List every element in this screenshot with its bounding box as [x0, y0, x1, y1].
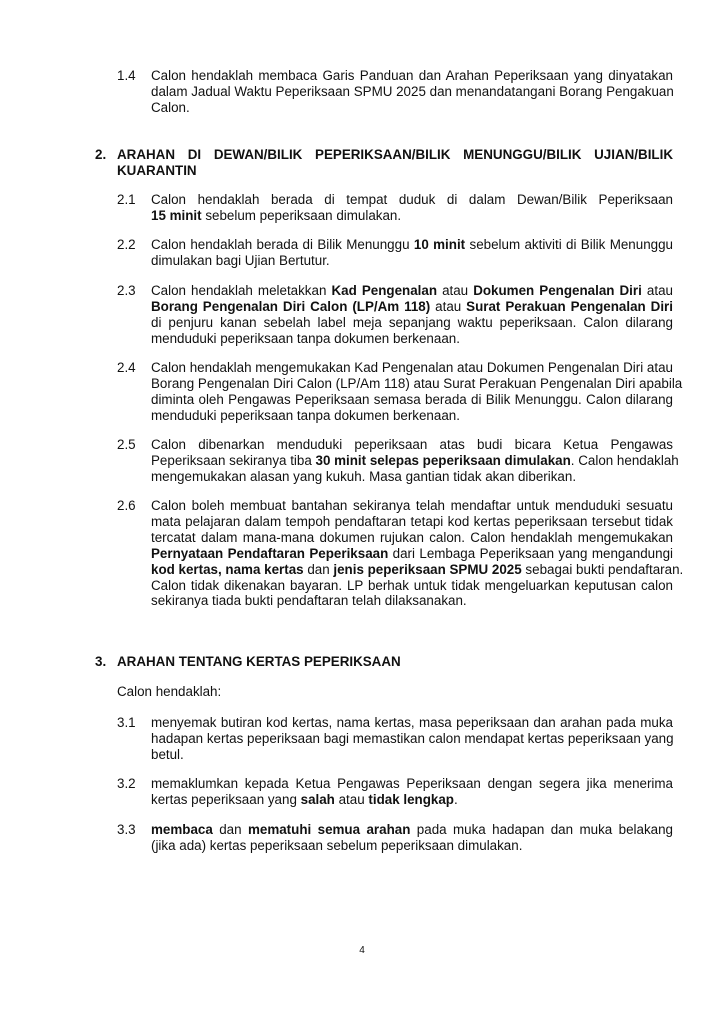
text-line: hadapan kertas peperiksaan bagi memastikan calon mendapat kertas peperiksaan yang [151, 730, 674, 746]
title-line: ARAHAN TENTANG KERTAS PEPERIKSAAN [117, 654, 401, 669]
text-run: atau [334, 791, 369, 807]
bold-text: Borang Pengenalan Diri Calon (LP/Am 118) [151, 298, 431, 314]
text-line: Calon tidak dikenakan bayaran. LP berhak untuk tidak mengeluarkan keputusan calon [151, 577, 673, 593]
item-number: 3.2 [117, 776, 136, 791]
text-run: atau [437, 283, 474, 298]
text-run: dan [303, 561, 334, 577]
text-line: diminta oleh Pengawas Peperiksaan semasa berada di Bilik Menunggu. Calon dilarang [151, 391, 673, 407]
section-number: 3. [95, 654, 107, 669]
text-line: Calon hendaklah berada di tempat duduk di dalam Dewan/Bilik Peperiksaan [151, 192, 673, 207]
section-number: 2. [95, 147, 107, 162]
bold-text: mematuhi semua arahan [247, 822, 411, 837]
text-line: mengemukakan alasan yang kukuh. Masa gantian tidak akan diberikan. [151, 468, 577, 484]
section-title [117, 654, 673, 670]
text-run: . [453, 791, 458, 807]
item-number: 3.3 [117, 822, 136, 837]
text-run: Calon hendaklah berada di Bilik Menunggu [151, 237, 414, 252]
text-run: atau [641, 283, 673, 298]
text-run: dan [212, 822, 248, 837]
item-text [151, 68, 673, 116]
text-line [151, 822, 673, 838]
text-run: Calon hendaklah meletakkan [151, 283, 332, 298]
text-line: (jika ada) kertas peperiksaan sebelum peperiksaan dimulakan. [151, 837, 523, 853]
text-line: menduduki peperiksaan tanpa dokumen berkenaan. [151, 330, 460, 346]
title-line: KUARANTIN [117, 162, 197, 178]
text-line [151, 452, 679, 469]
item-number: 2.6 [117, 498, 136, 513]
title-line: ARAHAN DI DEWAN/BILIK PEPERIKSAAN/BILIK MENUNGGU/BILIK UJIAN/BILIK [117, 147, 673, 162]
bold-text: salah [300, 791, 335, 807]
text-line [151, 792, 673, 808]
text-line: dimulakan bagi Ujian Bertutur. [151, 252, 330, 268]
bold-text: Surat Perakuan Pengenalan Diri [466, 298, 673, 314]
text-line [151, 237, 673, 253]
text-line: tercatat dalam mana-mana dokumen rujukan calon. Calon hendaklah mengemukakan [151, 529, 673, 545]
text-line: memaklumkan kepada Ketua Pengawas Peperiksaan dengan segera jika menerima [151, 776, 673, 791]
item-number: 3.1 [117, 715, 136, 730]
text-run: sebagai bukti pendaftaran. [521, 561, 684, 577]
item-text [151, 237, 673, 269]
text-line [151, 283, 673, 299]
bold-text: 10 minit [413, 237, 466, 252]
text-run: Peperiksaan sekiranya tiba [151, 452, 316, 468]
text-line [151, 208, 673, 224]
text-line: Calon hendaklah membaca Garis Panduan dan Arahan Peperiksaan yang dinyatakan [151, 68, 673, 83]
item-number: 2.4 [117, 360, 136, 375]
item-text [151, 715, 673, 763]
item-text [151, 192, 673, 224]
text-line: di penjuru kanan sebelah label meja sepanjang waktu peperiksaan. Calon dilarang [151, 314, 673, 330]
text-line [151, 299, 673, 315]
item-number: 2.5 [117, 437, 136, 452]
item-text [151, 822, 673, 854]
bold-text: membaca [151, 822, 213, 837]
text-line: sekiranya tiada bukti pendaftaran telah dilaksanakan. [151, 593, 467, 609]
text-line [151, 546, 673, 562]
text-line: menyemak butiran kod kertas, nama kertas, masa peperiksaan dan arahan pada muka [151, 715, 673, 730]
text-run: . Calon hendaklah [570, 452, 679, 468]
item-number: 2.2 [117, 237, 136, 252]
item-text [151, 360, 683, 424]
text-line: menduduki peperiksaan tanpa dokumen berkenaan. [151, 407, 460, 423]
item-text [151, 776, 673, 808]
bold-text: kod kertas, nama kertas [151, 561, 304, 577]
text-line: Calon boleh membuat bantahan sekiranya telah mendaftar untuk menduduki sesuatu [151, 498, 673, 513]
section-title [117, 147, 673, 179]
item-number: 1.4 [117, 68, 136, 83]
item-text [151, 283, 673, 347]
item-text [151, 437, 679, 485]
bold-text: 15 minit [151, 207, 202, 223]
item-number: 2.3 [117, 283, 136, 298]
text-line [151, 561, 684, 578]
text-line: Calon hendaklah mengemukakan Kad Pengenalan atau Dokumen Pengenalan Diri atau [151, 360, 673, 375]
text-line: dalam Jadual Waktu Peperiksaan SPMU 2025 dan menandatangani Borang Pengakuan [151, 83, 674, 99]
text-line: mata pelajaran dalam tempoh pendaftaran tetapi kod kertas peperiksaan tersebut tidak [151, 513, 673, 529]
text-run: pada muka hadapan dan muka belakang [410, 822, 673, 837]
bold-text: Pernyataan Pendaftaran Peperiksaan [151, 545, 389, 561]
text-run: dari Lembaga Peperiksaan yang mengandungi [388, 545, 673, 561]
text-line: Calon. [151, 99, 190, 115]
bold-text: jenis peperiksaan SPMU 2025 [333, 561, 522, 577]
text-run: atau [430, 298, 467, 314]
bold-text: Dokumen Pengenalan Diri [473, 283, 642, 298]
text-run: sebelum aktiviti di Bilik Menunggu [465, 237, 673, 252]
bold-text: Kad Pengenalan [331, 283, 437, 298]
item-text [151, 498, 684, 609]
bold-text: 30 minit selepas peperiksaan dimulakan [315, 452, 571, 468]
text-run: kertas peperiksaan yang [151, 791, 301, 807]
bold-text: tidak lengkap [368, 791, 454, 807]
text-run: sebelum peperiksaan dimulakan. [201, 207, 402, 223]
page-number: 4 [359, 945, 365, 956]
text-line: Borang Pengenalan Diri Calon (LP/Am 118) atau Surat Perakuan Pengenalan Diri apabila [151, 375, 683, 391]
section-3-intro: Calon hendaklah: [117, 684, 222, 699]
text-line: Calon dibenarkan menduduki peperiksaan atas budi bicara Ketua Pengawas [151, 437, 673, 452]
text-line: betul. [151, 746, 184, 762]
item-number: 2.1 [117, 192, 136, 207]
